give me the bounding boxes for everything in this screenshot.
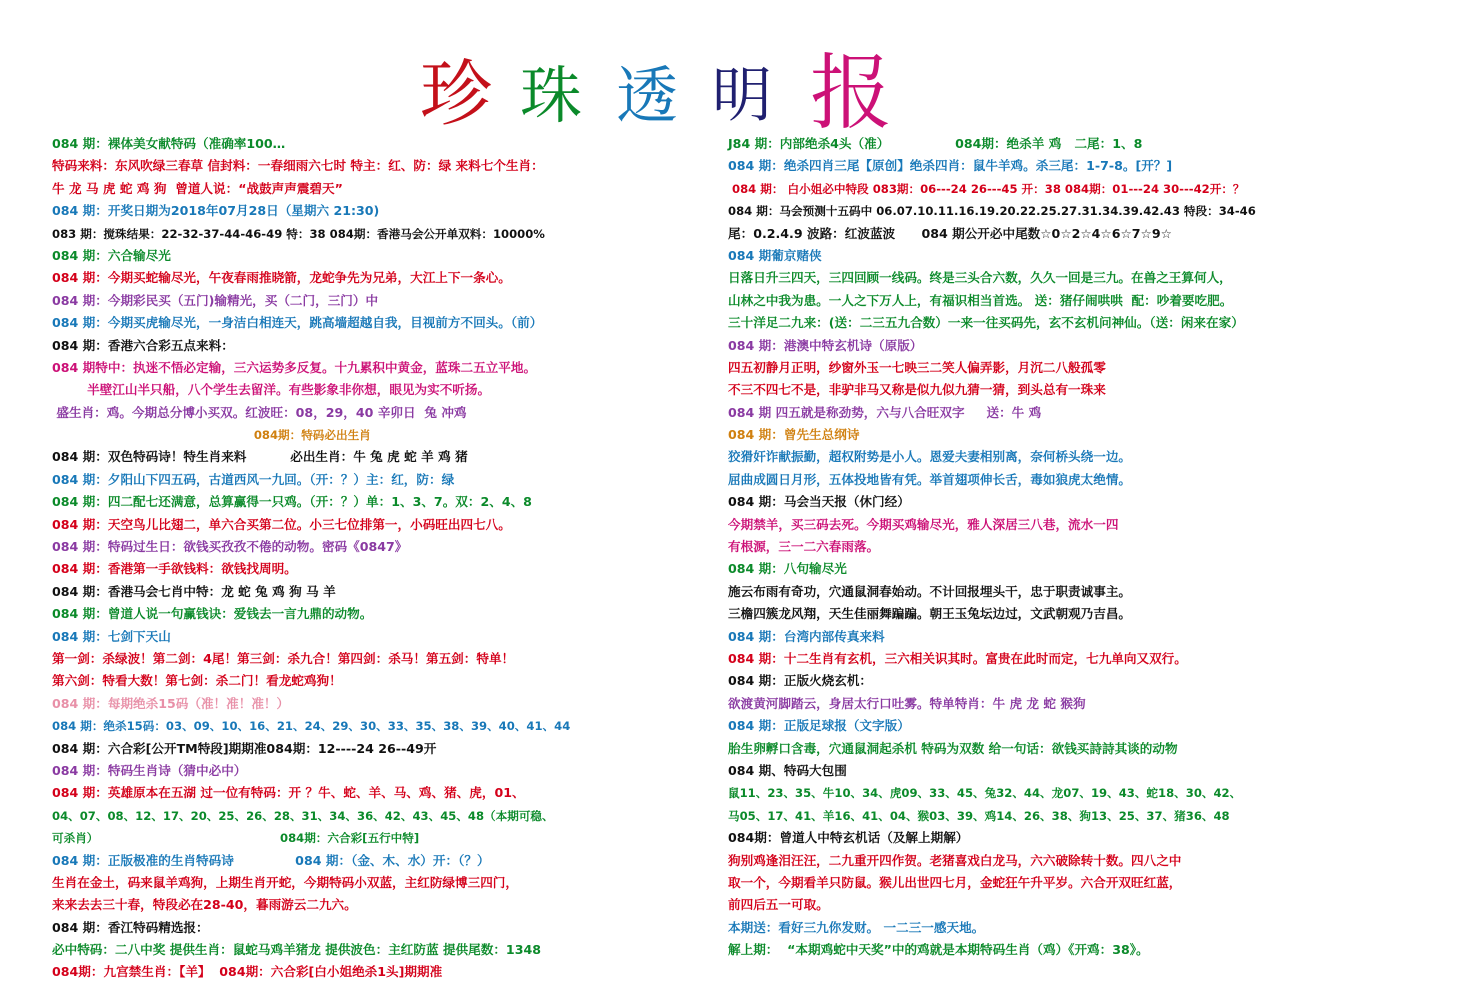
- right-text-line: 尾：0.2.4.9 波路：红波蓝波 084 期公开必中尾数☆0☆2☆4☆6☆7☆9☆: [728, 225, 1172, 241]
- left-text-line: 生肖在金土，码来鼠羊鸡狗，上期生肖开蛇，今期特码小双蓝，主红防绿博三四门，: [52, 874, 518, 890]
- title-char: 珠: [520, 59, 583, 132]
- left-text-line: 084 期：特码生肖诗（猜中必中）: [52, 762, 247, 778]
- right-text-line: 084 期：八句输尽光: [728, 561, 847, 577]
- title-char: 透: [616, 59, 679, 132]
- left-text-line: 第六剑：特看大数！第七剑：杀二门！看龙蛇鸡狗！: [52, 673, 342, 689]
- left-text-line: 083 期：搅珠结果：22-32-37-44-46-49 特：38 084期：香港马会公开单双料：10000%: [52, 226, 545, 241]
- left-text-line: 04、07、08、12、17、20、25、26、28、31、34、36、42、43、45、48（本期可稳、: [52, 808, 554, 823]
- left-text-line: 084 期：六合彩[公开TM特段]期期准084期：12----24 26--49开: [52, 740, 437, 756]
- right-text-line: 山林之中我为患。一人之下万人上，有福识相当首选。 送：猪仔闹哄哄 配：吵着要吃肥。: [728, 292, 1233, 308]
- right-text-line: 084 期：台湾内部传真来料: [728, 628, 885, 644]
- left-text-line: 084 期：香港六合彩五点来料：: [52, 337, 234, 353]
- right-text-line: 084 期：马会当天报（休门经）: [728, 494, 910, 510]
- left-text-line: 084 期：香江特码精选报：: [52, 919, 209, 935]
- left-text-line: 084 期：香港第一手欲钱料：欲钱找周明。: [52, 561, 297, 577]
- right-text-line: 屈曲成圆日月形，五体投地皆有凭。举首翅项伸长舌，毒如狼虎太绝情。: [728, 471, 1131, 487]
- left-text-line: 084 期：香港马会七肖中特：龙 蛇 兔 鸡 狗 马 羊: [52, 583, 336, 599]
- right-text-line: 084 期：马会预测十五码中 06.07.10.11.16.19.20.22.25.27.31.34.39.42.43 特段：34-46: [728, 204, 1256, 219]
- left-text-line: 牛 龙 马 虎 蛇 鸡 狗 曾道人说：“战鼓声声震碧天”: [52, 180, 343, 196]
- right-text-line: 084 期 四五就是称劲势，六与八合旺双字 送：牛 鸡: [728, 404, 1042, 420]
- right-text-line: 本期送：看好三九你发财。 一二三一感天地。: [728, 919, 985, 935]
- right-text-line: 不三不四七不是，非驴非马又称是似九似九猜一猜，到头总有一珠来: [728, 382, 1106, 398]
- right-text-line: 鼠11、23、35、牛10、34、虎09、33、45、兔32、44、龙07、19、43、蛇18、30、42、: [728, 786, 1242, 801]
- left-text-line: 084 期：曾道人说一句赢钱诀：爱钱去一言九鼎的动物。: [52, 606, 373, 622]
- right-text-line: 取一个，今期看羊只防鼠。猴儿出世四七月，金蛇狂午升平岁。六合开双旺红蓝，: [728, 874, 1182, 890]
- right-text-line: 084期：曾道人中特玄机话（及解上期解）: [728, 830, 969, 846]
- right-text-line: 狗别鸡逢泪汪汪，二九重开四作贺。老猪喜戏白龙马，六六破除转十数。四八之中: [728, 852, 1182, 868]
- right-text-line: 欲渡黄河脚踏云，身居太行口吐雾。特单特肖：牛 虎 龙 蛇 猴狗: [728, 695, 1086, 711]
- right-column: [728, 133, 1428, 961]
- left-text-line: 第一剑：杀绿波！第二剑：4尾！第三剑：杀九合！第四剑：杀马！第五剑：特单！: [52, 650, 515, 666]
- left-text-line: 084 期特中：执迷不悟必定输，三六运势多反复。十九累积中黄金，蓝珠二五立平地。: [52, 359, 537, 375]
- title-char: 珍: [420, 52, 493, 136]
- left-text-line: 特码来料：东风吹绿三春草 信封料：一春细雨六七时 特主：红、防：绿 来料七个生肖：: [52, 158, 544, 174]
- title-char: 明: [712, 61, 772, 131]
- right-text-line: 胎生卵孵口含毒，穴通鼠洞起杀机 特码为双数 给一句话：欲钱买詩詩其谈的动物: [728, 740, 1178, 756]
- left-text-line: 半壁江山半只船，八个学生去留洋。有些影象非你想，眼见为实不听扬。: [52, 382, 491, 398]
- left-text-line: 084期：九宫禁生肖：【羊】 084期：六合彩[白小姐绝杀1头]期期准: [52, 964, 443, 980]
- left-text-line: 084期：特码必出生肖: [52, 428, 371, 443]
- left-text-line: 盛生肖：鸡。今期总分博小买双。红波旺：08，29，40 辛卯日 兔 冲鸡: [52, 404, 467, 420]
- left-text-line: 084 期：今期买蛇输尽光，午夜春雨推晓箭，龙蛇争先为兄弟，大江上下一条心。: [52, 270, 511, 286]
- right-text-line: 前四后五一可取。: [728, 897, 829, 913]
- right-text-line: 施云布雨有奇功，穴通鼠洞春始动。不计回报埋头干，忠于职责诚事主。: [728, 583, 1131, 599]
- left-text-line: 可杀肖） 084期：六合彩[五行中特]: [52, 831, 420, 846]
- left-text-line: 084 期：今期买虎输尽光，一身洁白相连天，跳高墙超越自我，目视前方不回头。（前）: [52, 315, 543, 331]
- left-text-line: 084 期：七剑下天山: [52, 628, 171, 644]
- right-text-line: 084 期：曾先生总纲诗: [728, 427, 860, 443]
- left-text-line: 084 期：夕阳山下四五码，古道西风一九回。（开：？）主：红，防：绿: [52, 471, 455, 487]
- left-text-line: 084 期：六合输尽光: [52, 247, 171, 263]
- right-text-line: J84 期：内部绝杀4头（准） 084期：绝杀羊 鸡 二尾：1、8: [728, 136, 1143, 151]
- right-text-line: 084 期： 白小姐必中特段 083期：06---24 26---45 开：38 084期：01---24 30---42开：？: [728, 181, 1245, 196]
- left-column: [52, 133, 692, 984]
- left-text-line: 084 期：开奖日期为2018年07月28日（星期六 21:30): [52, 203, 380, 219]
- right-text-line: 084 期、特码大包围: [728, 762, 847, 778]
- left-text-line: 084 期：每期绝杀15码（准！准！准！）: [52, 695, 290, 711]
- left-text-line: 084 期：天空鸟儿比翅二，单六合买第二位。小三七位排第一，小码旺出四七八。: [52, 516, 511, 532]
- left-text-line: 084 期：裸体美女献特码（准确率100…: [52, 136, 286, 151]
- left-text-line: 084 期：特码过生日：欲钱买孜孜不倦的动物。密码《0847》: [52, 539, 408, 555]
- right-text-line: 三十洋足二九来：(送：二三五九合数）一来一往买码先，玄不玄机问神仙。（送：闲来在家）: [728, 315, 1244, 331]
- page-title: [420, 28, 940, 141]
- right-text-line: 日落日升三四天，三四回顾一线码。终是三头合六数，久久一回是三九。在兽之王算何人，: [728, 270, 1232, 286]
- right-text-line: 狡猾奸诈献振勤，超权附势是小人。恩爱夫妻相别离，奈何桥头绕一边。: [728, 449, 1131, 465]
- right-text-line: 有根源，三一二六春雨落。: [728, 539, 880, 555]
- right-text-line: 084 期：十二生肖有玄机，三六相关识其时。富贵在此时而定，七九单向又双行。: [728, 650, 1187, 666]
- right-text-line: 今期禁羊，买三码去死。今期买鸡输尽光，雅人深居三八巷，流水一四: [728, 516, 1119, 532]
- right-text-line: 084 期：港澳中特玄机诗（原版）: [728, 337, 923, 353]
- right-text-line: 马05、17、41、羊16、41、04、猴03、39、鸡14、26、38、狗13、25、37、猪36、48: [728, 808, 1230, 823]
- left-text-line: 084 期：绝杀15码：03、09、10、16、21、24、29、30、33、35、38、39、40、41、44: [52, 719, 571, 734]
- title-char: 报: [810, 46, 893, 141]
- right-text-line: 三檐四簇龙风翔，天生佳丽舞蹁蹁。朝王玉兔坛边过，文武朝观乃吉昌。: [728, 606, 1131, 622]
- right-text-line: 084 期：正版足球报（文字版）: [728, 718, 910, 734]
- left-text-line: 084 期：双色特码诗！特生肖来料 必出生肖：牛 兔 虎 蛇 羊 鸡 猪: [52, 449, 468, 465]
- right-text-line: 解上期： “本期鸡蛇中天奖”中的鸡就是本期特码生肖（鸡）《开鸡：38》。: [728, 942, 1149, 958]
- left-text-line: 084 期：正版极准的生肖特码诗 084 期：（金、木、水）开：（？）: [52, 852, 490, 868]
- right-text-line: 084 期葡京赌侠: [728, 247, 822, 263]
- left-text-line: 084 期：英雄原本在五湖 过一位有特码：开 ？牛、蛇、羊、马、鸡、猪、虎，01、: [52, 785, 525, 801]
- left-text-line: 来来去去三十春，特段必在28-40，暮雨游云二九六。: [52, 897, 357, 913]
- right-text-line: 084 期：绝杀四肖三尾【原创】绝杀四肖：鼠牛羊鸡。杀三尾：1-7-8。[开？]: [728, 158, 1173, 174]
- left-text-line: 084 期：今期彩民买（五门)输精光，买（二门，三门）中: [52, 292, 379, 308]
- left-text-line: 必中特码：二八中奖 提供生肖：鼠蛇马鸡羊猪龙 提供波色：主红防蓝 提供尾数：1348: [52, 942, 541, 958]
- right-text-line: 四五初静月正明，纱窗外玉一七映三二笑人偏弄影，月沉二八般孤零: [728, 359, 1106, 375]
- right-text-line: 084 期：正版火烧玄机：: [728, 673, 873, 689]
- left-text-line: 084 期：四二配七还满意，总算赢得一只鸡。（开：？）单：1、3、7。双：2、4、8: [52, 494, 532, 510]
